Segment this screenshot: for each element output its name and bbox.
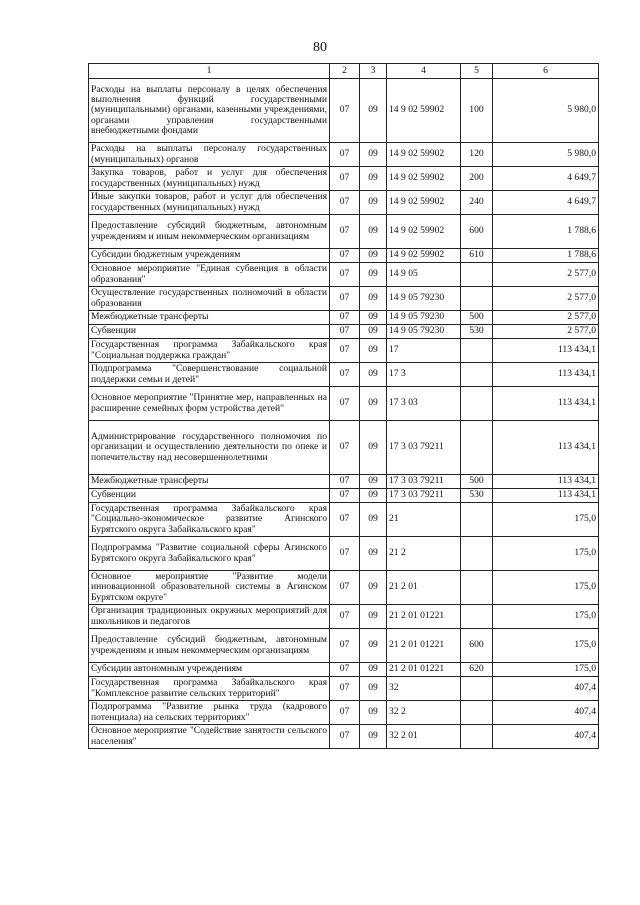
row-expense-type: 100 [461,79,493,143]
row-subsection: 09 [360,421,387,475]
row-subsection: 09 [360,79,387,143]
row-description: Расходы на выплаты персоналу государственных (муниципальных) органов [89,143,330,167]
column-header: 1 [89,64,330,79]
row-description: Межбюджетные трансферты [89,311,330,325]
row-subsection: 09 [360,249,387,263]
row-target-article: 21 2 01 01221 [387,629,461,663]
row-amount: 175,0 [493,571,599,605]
row-description: Субвенции [89,325,330,339]
row-section: 07 [330,701,360,725]
row-subsection: 09 [360,263,387,287]
row-amount: 2 577,0 [493,325,599,339]
row-section: 07 [330,629,360,663]
table-row [89,629,599,663]
row-amount: 113 434,1 [493,363,599,387]
row-amount: 113 434,1 [493,421,599,475]
row-description: Иные закупки товаров, работ и услуг для обеспечения государственных (муниципальных) нужд [89,191,330,215]
row-amount: 113 434,1 [493,489,599,503]
row-section: 07 [330,677,360,701]
row-amount: 113 434,1 [493,387,599,421]
row-expense-type: 600 [461,215,493,249]
row-target-article: 14 9 05 79230 [387,325,461,339]
row-expense-type [461,701,493,725]
row-description: Осуществление государственных полномочий в области образования [89,287,330,311]
row-subsection: 09 [360,191,387,215]
table-row [89,263,599,287]
row-description: Основное мероприятие "Принятие мер, направленных на расширение семейных форм устройства детей" [89,387,330,421]
table-row [89,571,599,605]
row-amount: 5 980,0 [493,143,599,167]
row-amount: 407,4 [493,725,599,749]
row-amount: 2 577,0 [493,287,599,311]
row-expense-type [461,387,493,421]
row-expense-type [461,537,493,571]
table-row [89,489,599,503]
row-description: Предоставление субсидий бюджетным, автономным учреждениям и иным некоммерческим организациям [89,629,330,663]
row-expense-type [461,725,493,749]
row-description: Подпрограмма "Совершенствование социальной поддержки семьи и детей" [89,363,330,387]
row-subsection: 09 [360,143,387,167]
table-row [89,143,599,167]
row-subsection: 09 [360,725,387,749]
page-number: 80 [313,40,327,55]
row-section: 07 [330,605,360,629]
row-subsection: 09 [360,167,387,191]
row-description: Закупка товаров, работ и услуг для обеспечения государственных (муниципальных) нужд [89,167,330,191]
row-target-article: 14 9 02 59902 [387,79,461,143]
row-target-article: 17 3 03 79211 [387,475,461,489]
row-description: Субвенции [89,489,330,503]
row-target-article: 17 3 03 [387,387,461,421]
row-description: Субсидии автономным учреждениям [89,663,330,677]
row-description: Основное мероприятие "Развитие модели инновационной образовательной системы в Агинском Бурятском округе" [89,571,330,605]
row-description: Расходы на выплаты персоналу в целях обеспечения выполнения функций государственными (муниципальными) органами, казенными учреждениями, органами управления государственными внебюджетными фондами [89,79,330,143]
row-amount: 407,4 [493,701,599,725]
row-expense-type: 610 [461,249,493,263]
table-row [89,663,599,677]
row-subsection: 09 [360,287,387,311]
row-target-article: 14 9 05 79230 [387,311,461,325]
row-subsection: 09 [360,677,387,701]
row-section: 07 [330,287,360,311]
column-header: 4 [387,64,461,79]
table-row [89,387,599,421]
row-amount: 5 980,0 [493,79,599,143]
row-amount: 113 434,1 [493,339,599,363]
row-subsection: 09 [360,325,387,339]
row-subsection: 09 [360,503,387,537]
row-description: Предоставление субсидий бюджетным, автономным учреждениям и иным некоммерческим организациям [89,215,330,249]
table-row [89,363,599,387]
row-subsection: 09 [360,663,387,677]
row-section: 07 [330,143,360,167]
row-amount: 175,0 [493,605,599,629]
row-expense-type: 530 [461,489,493,503]
row-section: 07 [330,387,360,421]
column-header: 6 [493,64,599,79]
row-subsection: 09 [360,537,387,571]
column-header: 2 [330,64,360,79]
row-section: 07 [330,167,360,191]
row-description: Администрирование государственного полномочия по организации и осуществлению деятельности по опеке и попечительству над несовершеннолетними [89,421,330,475]
row-expense-type [461,421,493,475]
row-target-article: 32 2 01 [387,725,461,749]
row-amount: 4 649,7 [493,191,599,215]
row-description: Организация традиционных окружных мероприятий для школьников и педагогов [89,605,330,629]
row-section: 07 [330,503,360,537]
row-subsection: 09 [360,475,387,489]
row-subsection: 09 [360,215,387,249]
table-header-row [89,64,599,79]
table-row [89,191,599,215]
table-row [89,339,599,363]
row-section: 07 [330,191,360,215]
row-amount: 2 577,0 [493,311,599,325]
table-row [89,421,599,475]
column-header: 3 [360,64,387,79]
row-expense-type [461,503,493,537]
table-row [89,605,599,629]
row-amount: 175,0 [493,663,599,677]
row-amount: 407,4 [493,677,599,701]
row-section: 07 [330,79,360,143]
row-expense-type: 600 [461,629,493,663]
row-amount: 1 788,6 [493,249,599,263]
row-expense-type: 500 [461,311,493,325]
row-expense-type [461,263,493,287]
row-expense-type: 200 [461,167,493,191]
row-expense-type [461,605,493,629]
row-section: 07 [330,725,360,749]
row-target-article: 32 [387,677,461,701]
table-row [89,475,599,489]
row-expense-type: 620 [461,663,493,677]
row-amount: 4 649,7 [493,167,599,191]
row-expense-type: 530 [461,325,493,339]
row-subsection: 09 [360,571,387,605]
row-section: 07 [330,339,360,363]
row-target-article: 21 2 01 01221 [387,605,461,629]
row-target-article: 14 9 02 59902 [387,215,461,249]
column-header: 5 [461,64,493,79]
row-expense-type [461,339,493,363]
table-row [89,167,599,191]
table-row [89,701,599,725]
table-row [89,287,599,311]
row-target-article: 21 2 01 01221 [387,663,461,677]
row-section: 07 [330,421,360,475]
row-amount: 175,0 [493,537,599,571]
row-section: 07 [330,363,360,387]
table-row [89,249,599,263]
row-subsection: 09 [360,629,387,663]
row-target-article: 14 9 02 59902 [387,143,461,167]
row-description: Подпрограмма "Развитие рынка труда (кадрового потенциала) на сельских территориях" [89,701,330,725]
table-row [89,677,599,701]
row-amount: 113 434,1 [493,475,599,489]
row-description: Основное мероприятие "Содействие занятости сельского населения" [89,725,330,749]
row-amount: 175,0 [493,503,599,537]
row-subsection: 09 [360,363,387,387]
row-section: 07 [330,263,360,287]
table-row [89,503,599,537]
row-section: 07 [330,663,360,677]
row-target-article: 14 9 02 59902 [387,191,461,215]
row-description: Подпрограмма "Развитие социальной сферы Агинского Бурятского округа Забайкальского края" [89,537,330,571]
row-section: 07 [330,325,360,339]
row-description: Субсидии бюджетным учреждениям [89,249,330,263]
row-target-article: 17 3 03 79211 [387,489,461,503]
table-row [89,215,599,249]
row-subsection: 09 [360,605,387,629]
row-section: 07 [330,537,360,571]
row-target-article: 14 9 02 59902 [387,167,461,191]
row-section: 07 [330,311,360,325]
row-target-article: 17 [387,339,461,363]
row-subsection: 09 [360,387,387,421]
row-expense-type [461,677,493,701]
row-section: 07 [330,489,360,503]
row-amount: 175,0 [493,629,599,663]
row-target-article: 14 9 05 [387,263,461,287]
row-amount: 2 577,0 [493,263,599,287]
table-row [89,325,599,339]
table-row [89,537,599,571]
row-description: Государственная программа Забайкальского края "Комплексное развитие сельских территорий" [89,677,330,701]
row-target-article: 21 2 01 [387,571,461,605]
row-subsection: 09 [360,701,387,725]
row-expense-type [461,287,493,311]
row-expense-type: 120 [461,143,493,167]
budget-table [88,63,599,749]
row-subsection: 09 [360,311,387,325]
row-expense-type: 500 [461,475,493,489]
row-target-article: 32 2 [387,701,461,725]
row-amount: 1 788,6 [493,215,599,249]
row-section: 07 [330,475,360,489]
row-target-article: 21 [387,503,461,537]
table-row [89,725,599,749]
row-expense-type [461,363,493,387]
row-section: 07 [330,215,360,249]
row-target-article: 17 3 03 79211 [387,421,461,475]
row-target-article: 21 2 [387,537,461,571]
row-subsection: 09 [360,339,387,363]
row-section: 07 [330,249,360,263]
row-description: Государственная программа Забайкальского края "Социально-экономическое развитие Агинского Бурятского округа Забайкальского края" [89,503,330,537]
row-target-article: 17 3 [387,363,461,387]
row-description: Государственная программа Забайкальского края "Социальная поддержка граждан" [89,339,330,363]
row-target-article: 14 9 02 59902 [387,249,461,263]
row-description: Межбюджетные трансферты [89,475,330,489]
row-section: 07 [330,571,360,605]
row-expense-type: 240 [461,191,493,215]
row-expense-type [461,571,493,605]
row-description: Основное мероприятие "Единая субвенция в области образования" [89,263,330,287]
table-row [89,79,599,143]
table-row [89,311,599,325]
row-subsection: 09 [360,489,387,503]
row-target-article: 14 9 05 79230 [387,287,461,311]
